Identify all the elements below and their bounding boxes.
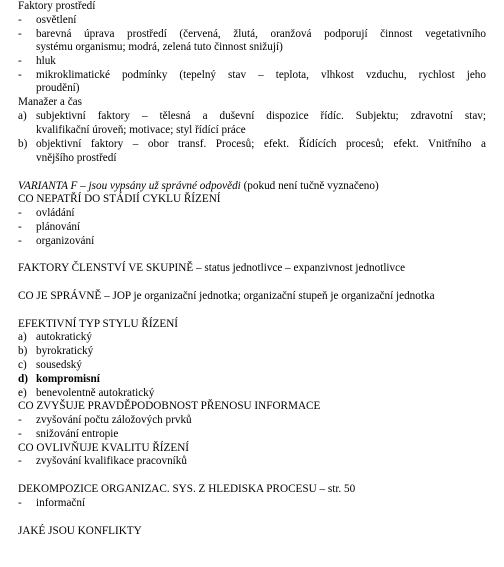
list-item: barevná úprava prostředí (červená, žlutá, oranžová podporují činnost vegetativního: [36, 28, 486, 40]
list-marker: c): [18, 359, 27, 371]
list-marker: -: [18, 414, 22, 426]
question-heading: CO NEPATŘÍ DO STÁDIÍ CYKLU ŘÍZENÍ: [18, 193, 221, 205]
list-item-continuation: proudění): [36, 82, 80, 94]
question-heading: CO OVLIVŇUJE KVALITU ŘÍZENÍ: [18, 442, 190, 454]
question-line: CO JE SPRÁVNĚ – JOP je organizační jednotka; organizační stupeň je organizační jednotka: [18, 290, 435, 302]
question-heading: JAKÉ JSOU KONFLIKTY: [18, 525, 142, 537]
list-item: zvyšování kvalifikace pracovníků: [36, 455, 187, 467]
list-item: zvyšování počtu záložových prvků: [36, 414, 192, 426]
section-heading-faktory-prostredi: Faktory prostředí: [18, 0, 96, 12]
list-item: snižování entropie: [36, 428, 119, 440]
question-line: FAKTORY ČLENSTVÍ VE SKUPINĚ – status jednotlivce – expanzivnost jednotlivce: [18, 262, 406, 274]
list-marker: b): [18, 138, 28, 150]
list-item: byrokratický: [36, 345, 94, 357]
list-marker: -: [18, 497, 22, 509]
section-heading-manazer-a-cas: Manažer a čas: [18, 96, 82, 108]
list-item: subjektivní faktory – tělesná a duševní dispozice řídíc. Subjektu; zdravotní stav;: [36, 110, 486, 122]
variant-note: (pokud není tučně vyznačeno): [240, 180, 379, 192]
list-item-highlighted: kompromisní: [36, 373, 100, 385]
list-marker: e): [18, 387, 27, 399]
list-marker: b): [18, 345, 28, 357]
list-item-continuation: kvalifikační úroveň; motivace; styl řídící práce: [36, 124, 246, 136]
list-marker: -: [18, 28, 22, 40]
list-item: benevolentně autokratický: [36, 387, 155, 399]
list-item: sousedský: [36, 359, 82, 371]
list-item: autokratický: [36, 331, 92, 343]
question-heading: DEKOMPOZICE ORGANIZAC. SYS. Z HLEDISKA PROCESU – str. 50: [18, 483, 356, 495]
list-item: mikroklimatické podmínky (tepelný stav – teplota, vlhkost vzduchu, rychlost jeho: [36, 69, 486, 81]
question-heading: EFEKTIVNÍ TYP STYLU ŘÍZENÍ: [18, 318, 179, 330]
list-item: ovládání: [36, 207, 75, 219]
variant-heading: [18, 180, 379, 192]
question-heading: CO ZVYŠUJE PRAVDĚPODOBNOST PŘENOSU INFORMACE: [18, 400, 321, 412]
list-item: plánování: [36, 221, 81, 233]
list-item: osvětlení: [36, 14, 77, 26]
list-marker: -: [18, 455, 22, 467]
list-marker: -: [18, 207, 22, 219]
list-marker: d): [18, 373, 28, 385]
list-marker: -: [18, 69, 22, 81]
list-marker: -: [18, 14, 22, 26]
list-item: informační: [36, 497, 86, 509]
list-item: objektivní faktory – obor transf. Procesů; efekt. Řídících procesů; efekt. Vnitřního a: [36, 138, 486, 150]
list-marker: a): [18, 110, 27, 122]
list-item-continuation: systému organismu; modrá, zelená tuto činnost snižují): [36, 41, 283, 53]
list-item: organizování: [36, 235, 95, 247]
list-marker: -: [18, 235, 22, 247]
variant-title: VARIANTA F – jsou vypsány už správné odpovědi: [18, 180, 241, 192]
list-marker: -: [18, 428, 22, 440]
list-item: hluk: [36, 55, 56, 67]
list-item-continuation: vnějšího prostředí: [36, 152, 117, 164]
list-marker: -: [18, 221, 22, 233]
list-marker: -: [18, 55, 22, 67]
list-marker: a): [18, 331, 27, 343]
